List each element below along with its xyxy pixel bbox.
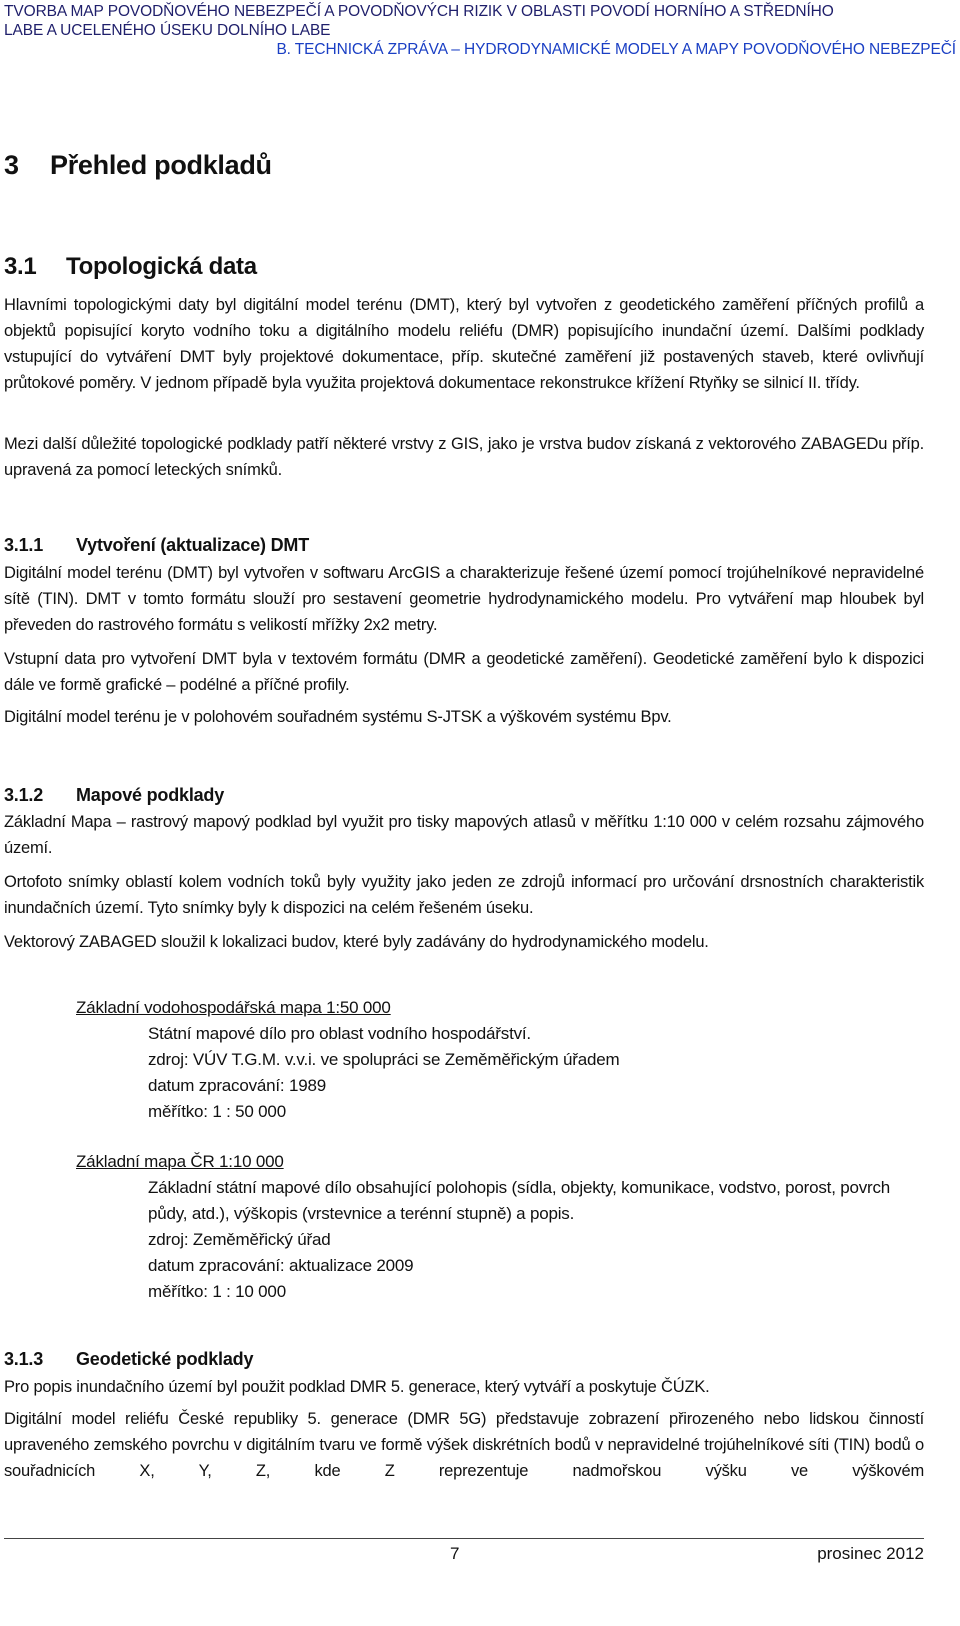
- section-title: Topologická data: [66, 253, 257, 280]
- map-source-title: Základní vodohospodářská mapa 1:50 000: [76, 998, 391, 1017]
- map-source-line: datum zpracování: 1989: [148, 1076, 326, 1095]
- paragraph: Vstupní data pro vytvoření DMT byla v textovém formátu (DMR a geodetické zaměření). Geodetické zaměření bylo k dispozici dále ve formě grafické – podélné a příčné profily.: [4, 650, 924, 694]
- subsection-title: Mapové podklady: [76, 785, 225, 805]
- paragraph: Vektorový ZABAGED sloužil k lokalizaci budov, které byly zadávány do hydrodynamického modelu.: [4, 933, 709, 951]
- map-source-line: zdroj: Zeměměřický úřad: [148, 1230, 331, 1249]
- paragraph: Mezi další důležité topologické podklady patří některé vrstvy z GIS, jako je vrstva budov získaná z vektorového ZABAGEDu příp. upravená za pomocí leteckých snímků.: [4, 435, 924, 479]
- section-number: 3.1: [4, 253, 37, 280]
- header-line-1: TVORBA MAP POVODŇOVÉHO NEBEZPEČÍ A POVODŇOVÝCH RIZIK V OBLASTI POVODÍ HORNÍHO A STŘEDNÍHO: [4, 3, 834, 20]
- chapter-number: 3: [4, 150, 19, 180]
- running-header: [4, 2, 956, 59]
- map-source-line: Základní státní mapové dílo obsahující polohopis (sídla, objekty, komunikace, vodstvo, porost, povrch půdy, atd.), výškopis (vrstevnice a terénní stupně) a popis.: [148, 1178, 891, 1223]
- map-source-line: datum zpracování: aktualizace 2009: [148, 1256, 414, 1275]
- paragraph: Ortofoto snímky oblastí kolem vodních toků byly využity jako jeden ze zdrojů informací pro určování drsnostních charakteristik inundačních území. Tyto snímky byly k dispozici na celém řešeném úseku.: [4, 873, 924, 917]
- paragraph: Digitální model terénu je v polohovém souřadném systému S-JTSK a výškovém systému Bpv.: [4, 708, 672, 726]
- subsection-number: 3.1.3: [4, 1349, 44, 1369]
- map-source-line: zdroj: VÚV T.G.M. v.v.i. ve spolupráci se Zeměměřickým úřadem: [148, 1050, 620, 1069]
- subsection-number: 3.1.2: [4, 785, 44, 805]
- map-source-details: [148, 1175, 924, 1305]
- paragraph: Digitální model reliéfu České republiky 5. generace (DMR 5G) představuje zobrazení přirozeného nebo lidskou činností upraveného zemského povrchu v digitálním tvaru ve formě výšek diskrétních bodů v nepravidelné trojúhelníkové síti (TIN) bodů o souřadnicích X, Y, Z, kde Z reprezentuje nadmořskou výšku ve výškovém: [4, 1410, 924, 1480]
- section-heading: [4, 253, 257, 281]
- chapter-title: Přehled podkladů: [50, 150, 272, 180]
- subsection-heading: [4, 535, 309, 556]
- map-source-title: Základní mapa ČR 1:10 000: [76, 1152, 284, 1171]
- header-line-2: LABE A UCELENÉHO ÚSEKU DOLNÍHO LABE: [4, 22, 331, 39]
- paragraph: Základní Mapa – rastrový mapový podklad byl využit pro tisky mapových atlasů v měřítku 1:10 000 v celém rozsahu zájmového území.: [4, 813, 924, 857]
- page-number: 7: [450, 1544, 460, 1563]
- paragraph: Digitální model terénu (DMT) byl vytvořen v softwaru ArcGIS a charakterizuje řešené území pomocí trojúhelníkové nepravidelné sítě (TIN). DMT v tomto formátu slouží pro sestavení geometrie hydrodynamického modelu. Pro vytváření map hloubek byl převeden do rastrového formátu s velikostí mřížky 2x2 metry.: [4, 564, 924, 634]
- map-source-line: měřítko: 1 : 10 000: [148, 1282, 286, 1301]
- paragraph: Hlavními topologickými daty byl digitální model terénu (DMT), který byl vytvořen z geodetického zaměření příčných profilů a objektů popisující koryto vodního toku a digitálního modelu reliéfu (DMR) popisujícího inundační území. Dalšími podklady vstupující do vytváření DMT byly projektové dokumentace, příp. skutečné zaměření již postavených staveb, které ovlivňují průtokové poměry. V jednom případě byla využita projektová dokumentace rekonstrukce křížení Rtyňky se silnicí II. třídy.: [4, 296, 924, 392]
- map-source-details: [148, 1021, 924, 1125]
- paragraph: Pro popis inundačního území byl použit podklad DMR 5. generace, který vytváří a poskytuje ČÚZK.: [4, 1378, 710, 1396]
- map-source-line: Státní mapové dílo pro oblast vodního hospodářství.: [148, 1024, 531, 1043]
- footer-date: prosinec 2012: [817, 1544, 924, 1563]
- chapter-heading: [4, 150, 272, 181]
- subsection-heading: [4, 1349, 253, 1370]
- subsection-title: Vytvoření (aktualizace) DMT: [76, 535, 309, 555]
- footer-divider: [4, 1538, 924, 1539]
- subsection-heading: [4, 785, 224, 806]
- map-source-line: měřítko: 1 : 50 000: [148, 1102, 286, 1121]
- subsection-title: Geodetické podklady: [76, 1349, 254, 1369]
- header-line-3: B. TECHNICKÁ ZPRÁVA – HYDRODYNAMICKÉ MODELY A MAPY POVODŇOVÉHO NEBEZPEČÍ: [276, 41, 956, 58]
- subsection-number: 3.1.1: [4, 535, 44, 555]
